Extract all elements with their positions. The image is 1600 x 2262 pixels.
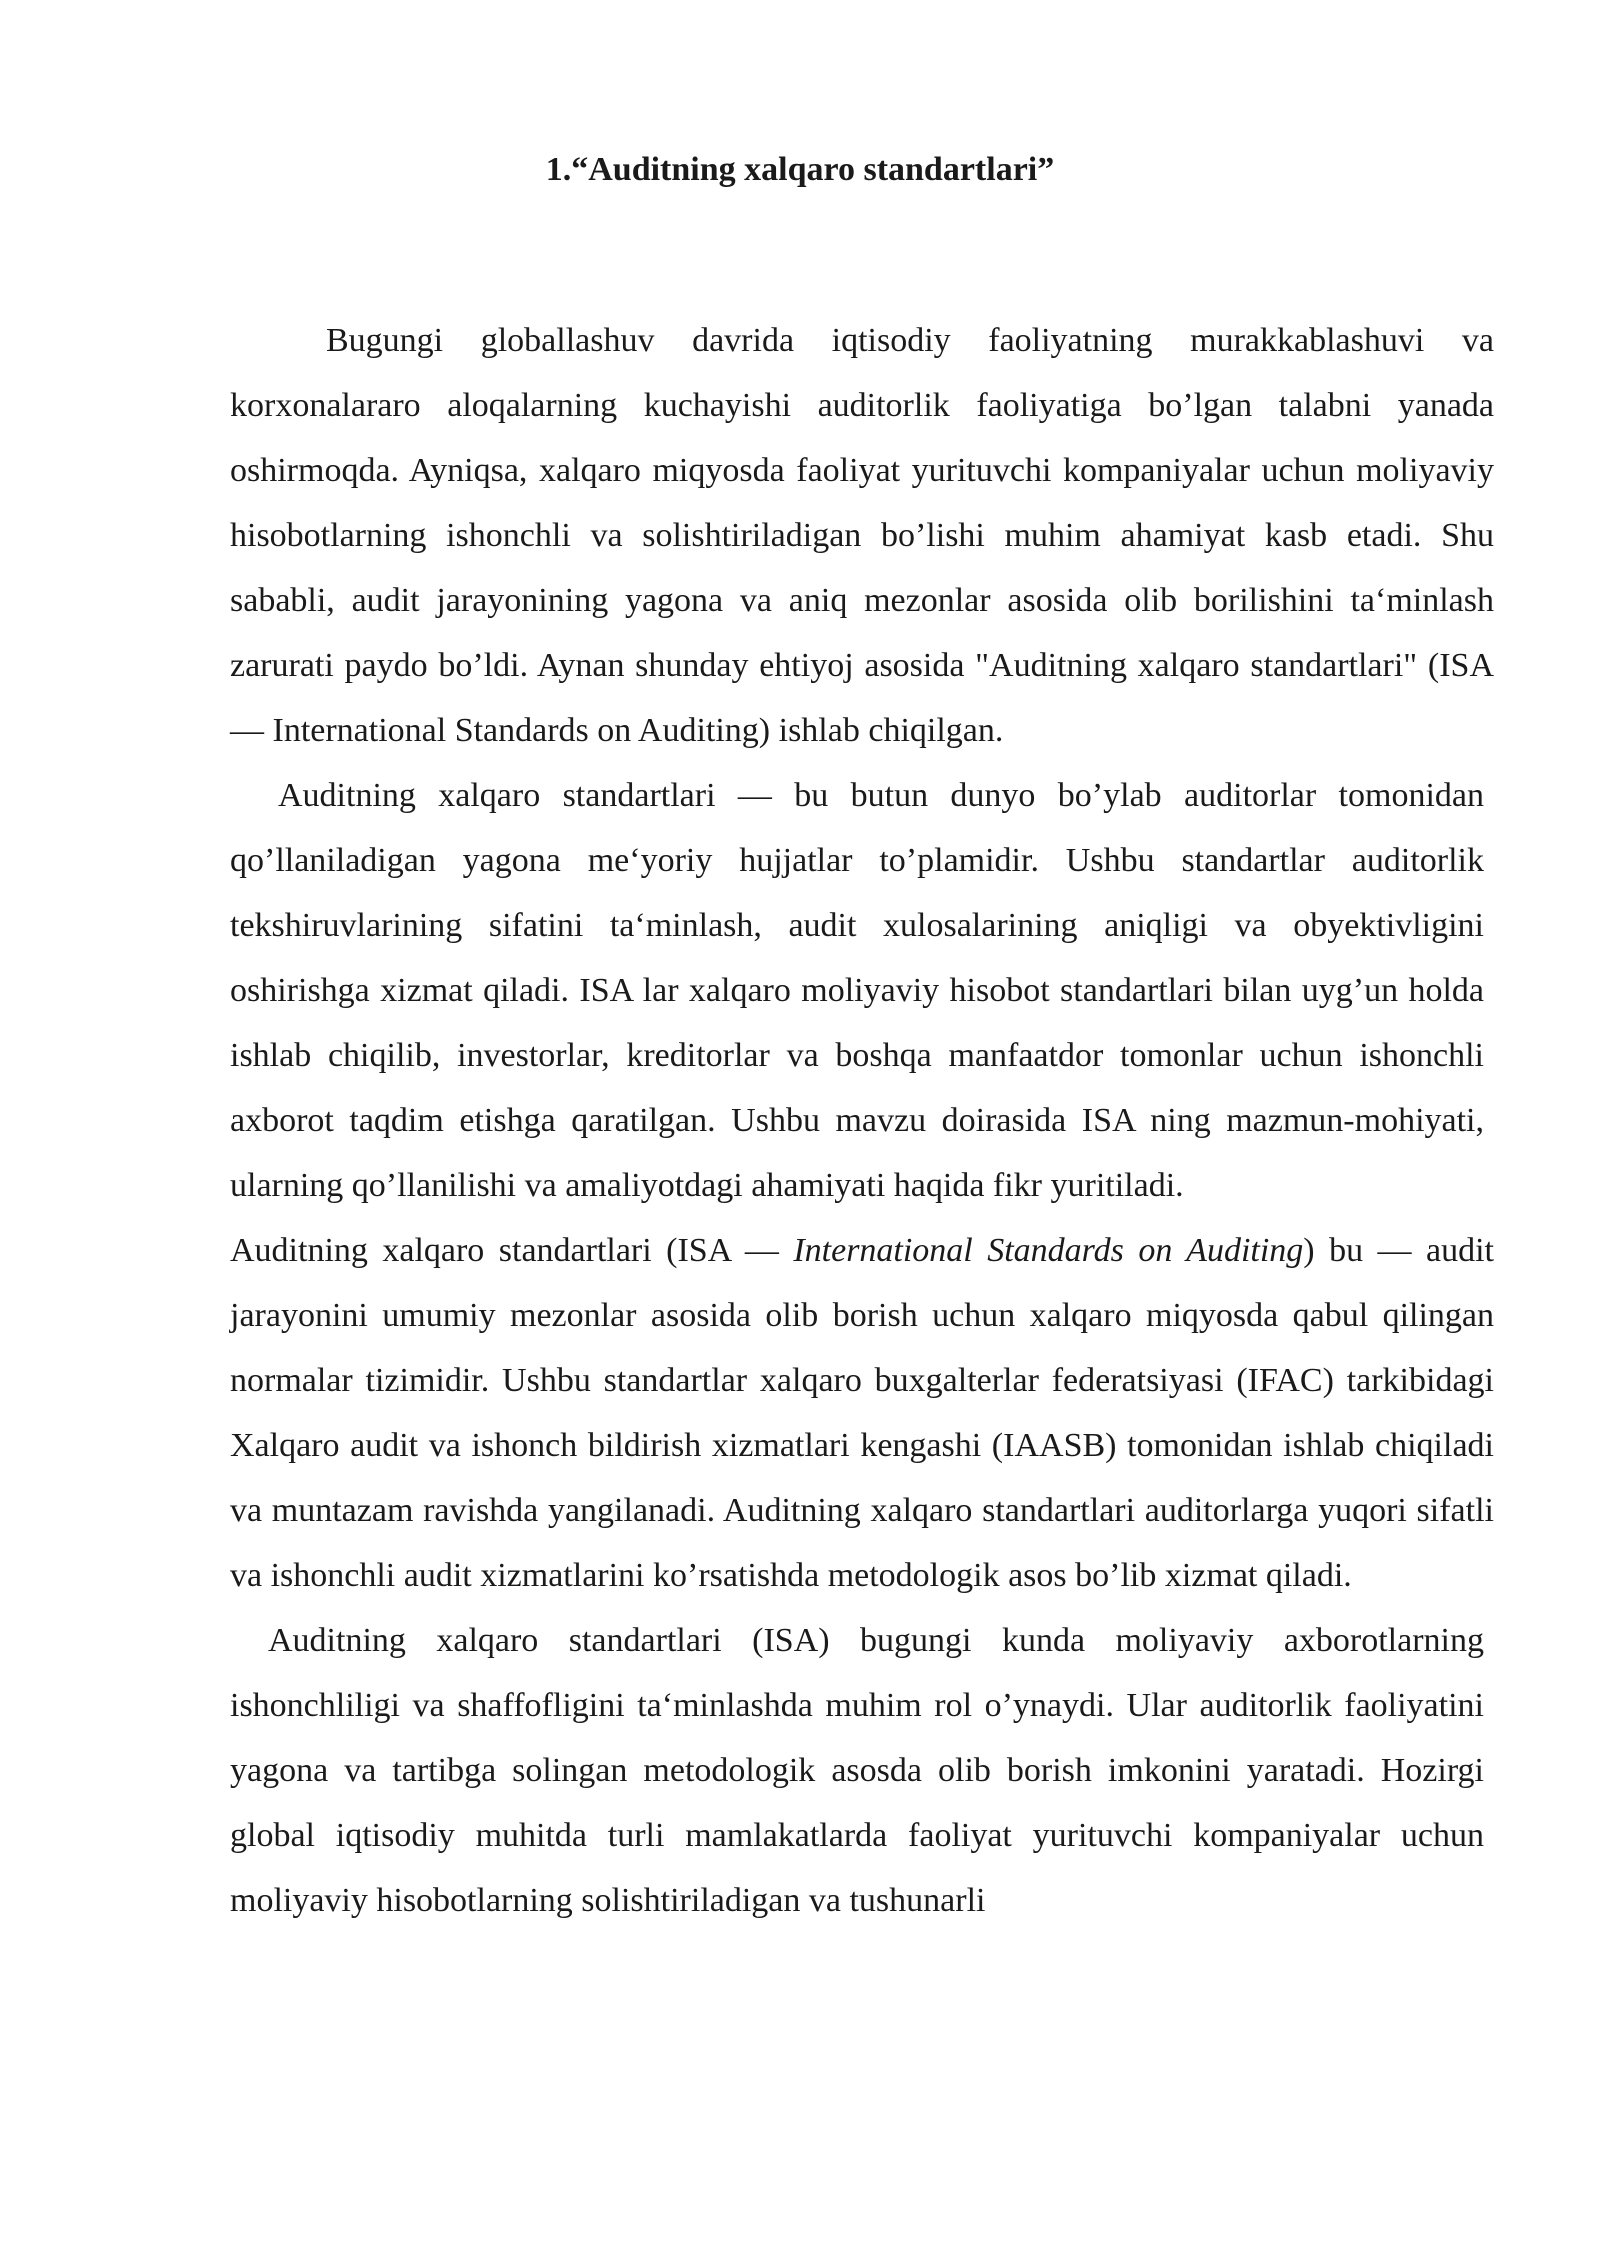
paragraph-3: [230, 1218, 1494, 1608]
paragraph-2: Auditning xalqaro standartlari — bu butun dunyo bo’ylab auditorlar tomonidan qo’llaniladigan yagona me‘yoriy hujjatlar to’plamidir. Ushbu standartlar auditorlik tekshiruvlarining sifatini ta‘minlash, audit xulosalarining aniqligi va obyektivligini oshirishga xizmat qiladi. ISA lar xalqaro moliyaviy hisobot standartlari bilan uyg’un holda ishlab chiqilib, investorlar, kreditorlar va boshqa manfaatdor tomonlar uchun ishonchli axborot taqdim etishga qaratilgan. Ushbu mavzu doirasida ISA ning mazmun-mohiyati, ularning qo’llanilishi va amaliyotdagi ahamiyati haqida fikr yuritiladi.: [230, 777, 1484, 1204]
document-body: [230, 308, 1494, 1933]
paragraph-3-lead: Auditning xalqaro standartlari (ISA —: [230, 1232, 794, 1269]
paragraph-3-rest: ) bu — audit jarayonini umumiy mezonlar asosida olib borish uchun xalqaro miqyosda qabul qilingan normalar tizimidir. Ushbu standartlar xalqaro buxgalterlar federatsiyasi (IFAC) tarkibidagi Xalqaro audit va ishonch bildirish xizmatlari kengashi (IAASB) tomonidan ishlab chiqiladi va muntazam ravishda yangilanadi. Auditning xalqaro standartlari auditorlarga yuqori sifatli va ishonchli audit xizmatlarini ko’rsatishda metodologik asos bo’lib xizmat qiladi.: [230, 1232, 1494, 1594]
paragraph-1: Bugungi globallashuv davrida iqtisodiy faoliyatning murakkablashuvi va korxonalararo aloqalarning kuchayishi auditorlik faoliyatiga bo’lgan talabni yanada oshirmoqda. Ayniqsa, xalqaro miqyosda faoliyat yurituvchi kompaniyalar uchun moliyaviy hisobotlarning ishonchli va solishtiriladigan bo’lishi muhim ahamiyat kasb etadi. Shu sababli, audit jarayonining yagona va aniq mezonlar asosida olib borilishini ta‘minlash zarurati paydo bo’ldi. Aynan shunday ehtiyoj asosida "Auditning xalqaro standartlari" (ISA — International Standards on Auditing) ishlab chiqilgan.: [230, 322, 1494, 749]
paragraph-4: Auditning xalqaro standartlari (ISA) bugungi kunda moliyaviy axborotlarning ishonchliligi va shaffofligini ta‘minlashda muhim rol o’ynaydi. Ular auditorlik faoliyatini yagona va tartibga solingan metodologik asosda olib borish imkonini yaratadi. Hozirgi global iqtisodiy muhitda turli mamlakatlarda faoliyat yurituvchi kompaniyalar uchun moliyaviy hisobotlarning solishtiriladigan va tushunarli: [230, 1622, 1484, 1919]
document-title: 1.“Auditning xalqaro standartlari”: [545, 151, 1055, 188]
paragraph-3-italic-term: International Standards on Auditing: [793, 1232, 1304, 1269]
